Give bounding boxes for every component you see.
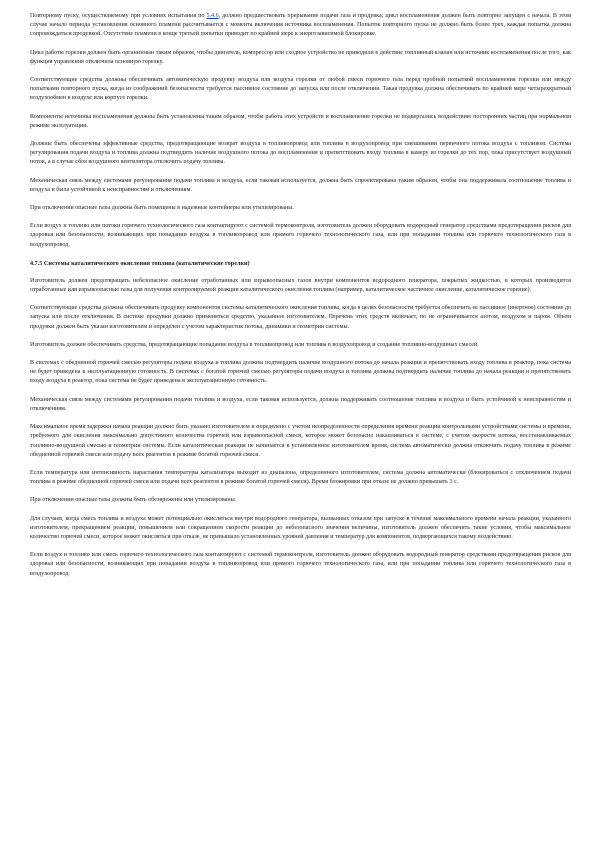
paragraph-purge: Соответствующие средства должны обеспечивать автоматическую продувку воздуха или воздуха горелки от любой смеси горючего газа перед пробной попыткой воспламенения горелки или между попытками повторного пуска, когда из соображений безопасности требуется пассивное состояние до запуска или после отключения. Такая продувка должна обеспечивать по крайней мере четырехкратный воздухообмен в воздухе или корпусе горелки.	[30, 77, 571, 102]
paragraph-lean-rich-systems: В системах с обедненной горючей смесью регуляторы подачи воздуха и топлива должны подтвердить наличие воздушного потока до начала реакции и препятствовать входу топлива в реактор, пока система не будет приведена в эксплуатационную готовность. В системах с богатой горючей смесью регуляторы подачи воздуха и топлива должны подтвердить наличие топлива до начала реакции и препятствовать входу воздуха в реактор, пока система не будет приведена в эксплуатационную готовность.	[30, 360, 571, 385]
paragraph-hazardous-gas: При отключении опасные газы должны быть помещены в надежные контейнеры или утилизированы.	[30, 205, 294, 212]
paragraph-catalyst-temperature: Если температура или интенсивность нарастания температуры катализатора выходит из диапазона, определенного изготовителем, система должна автоматически (блокироваться с отключением подачи топлива в режиме обедненной горючей смеси или подачи всех реагентов в режиме богатой горючей смеси). Время блокировки при отказе не должно превышать 3 с.	[30, 469, 571, 486]
paragraph-air-fuel-prevention: Изготовитель должен обеспечивать средства, предотвращающие попадание воздуха в топливопровод или топлива в воздухопровод и создание топливно-воздушных смесей.	[30, 341, 479, 348]
section-heading-4-7-5: 4.7.5 Системы каталитического окисления топлива (каталитические горелки)	[30, 259, 250, 267]
paragraph-backflow: Должны быть обеспечены эффективные средства, предотвращающие возврат воздуха в топливопровод или топлива в воздухопровод при смешивании первичного потока воздуха с топливом. Система регулирования подачи воздуха и топлива должна подтвердить наличие воздушного потока до воспламенения и препятствовать входу топлива в камеру из горелки до тех пор, пока присутствует воздушный поток, а в случае сбоя воздушного вентилятора отключить подачу топлива.	[30, 141, 571, 166]
paragraph-shutdown-gases: При отключении опасные газы должны быть обезврежены или утилизированы.	[30, 497, 237, 504]
paragraph-thermal-control: Если воздух и топливо или потоки горючего технологического газа контактируют с системой термоконтроля, изготовитель должен оборудовать водородный генератор средствами предотвращения рисков для здоровья или безопасности, возникающих при попадании воздуха в топливопровод или прямого горючего технологического газа, или при попадании топлива или горючего технологического газа в воздухопровод.	[30, 223, 571, 248]
clause-link-5-4-6[interactable]: 5.4.6	[206, 13, 219, 19]
paragraph-unsafe-oxidation: Изготовитель должен предотвращать небезопасное окисление отработанных или взрывоопасных газов внутри компонентов водородного генератора, покрытых жидкостью, в которых производится отработанные или взрывоопасные газы для получения контролируемой реакции каталитического окисления топлива (например, каталитическое частичное окисление, каталитическое горение).	[30, 277, 571, 294]
paragraph-reaction-delay: Максимальное время задержки начала реакции должно быть указано изготовителем и определено с учетом неопределенности определения времени реакции контрольными устройствами системы и времени, требуемого для окисления максимально допустимого количества горючей или взрывоопасной смеси, которое может безопасно накапливаться в системе, с учетом скорости потока, восстанавливаемых топливно-воздушной смесью и геометрии системы. Если каталитическая реакция не начинается в установленное изготовителем время, система автоматически должна отключить подачу топлива в режиме обедненной горючей смеси или подачу всех реагентов в режиме богатой горючей смеси.	[30, 424, 571, 458]
paragraph-text: Повторному пуску, осуществляемому при условиях испытания по	[30, 13, 207, 19]
paragraph-thermal-control-2: Если воздух и топливо или смесь горючего технологического газа контактируют с системой термоконтроля, изготовитель должен оборудовать водородный генератор средствами предотвращения рисков для здоровья или безопасности, возникающих при попадании воздуха в топливопровод или прямого горючего технологического газа, или при попадании топлива или горючего технологического газа в воздухопровод.	[30, 552, 571, 577]
paragraph-catalytic-purge: Соответствующие средства должны обеспечивать продувку компонентов системы каталитического окисления топлива, когда в целях безопасности требуется обеспечить ее пассивное (инертное) состояние до запуска или после отключения. В системе продувки должно применяться средство, указанное изготовителем. Перечень этих средств включает, но не ограничивается азотом, воздухом и паром. Объем продувки должен быть указан изготовителем и определен с учетом характеристик потока, динамики и геометрии системы.	[30, 305, 571, 330]
paragraph-mechanical-link-catalytic: Механическая связь между системами регулирования подачи топлива и воздуха, если таковая используется, должна поддерживать соотношение топлива и воздуха и быть устойчивой к неисправностям и отключениям.	[30, 396, 571, 412]
paragraph-restart	[30, 12, 571, 40]
paragraph-text: , должно предшествовать прерывание подачи газа и продувка; цикл воспламенения должен быть повторно запущен с начала. В этом случае начало периода установления основного пламени рассчитывается с момента включения источника воспламенения. Попыток повторного пуска не должно быть более трех, каждая попытка должна сопровождаться продувкой. Отсутствие пламени в конце третьей попытки приводит по крайней мере к энергозависимой блокировке.	[30, 13, 571, 38]
paragraph-ignition-components: Компоненты источника воспламенения должны быть установлены таким образом, чтобы работа этих устройств и воспламенение горелки не подвергались воздействию посторонних частиц при нормальном режиме эксплуатации.	[30, 113, 571, 129]
paragraph-burner-cycle: Цикл работы горелки должен быть организован таким образом, чтобы двигатель, компрессор или сходное устройство не приводили в действие топливный клапан или источник воспламенения после того, как функция управления отключила основную горелку.	[30, 49, 571, 65]
paragraph-combustible-mixture: Для случаев, когда смесь топлива и воздуха может потенциально окисляться внутри водородного генератора, вызванных отказом при запуске в течение максимального времени начала реакции, указанного изготовителем, прекращением реакции, повышением или сокращением скорости реакции до небезопасного значения величины, изготовитель должен обеспечить такие условия, чтобы максимальное количество горючей смеси, которое может окисляться при отказе, не превышало установленных уровней давления и температур для компонентов, подвергающихся такому воздействию.	[30, 515, 571, 540]
paragraph-mechanical-link: Механическая связь между системами регулирования подачи топлива и воздуха, если таковая используется, должна быть спроектирована таким образом, чтобы она поддерживала соотношение топлива и воздуха и была устойчивой к неисправностям и отключениям.	[30, 177, 571, 193]
